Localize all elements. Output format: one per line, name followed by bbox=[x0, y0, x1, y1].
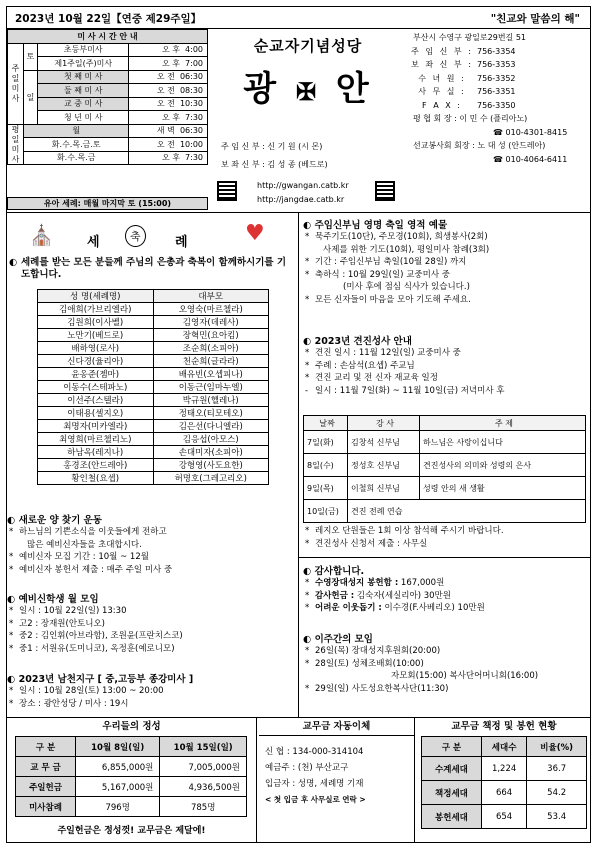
offering-footer: 주일헌금은 정성껏! 교무금은 제달에! bbox=[57, 826, 206, 836]
priest-icon: ⛪ bbox=[29, 223, 54, 247]
lecture-head: 강 사 bbox=[348, 416, 420, 431]
bullet-icon: ◐ bbox=[303, 336, 315, 347]
baptism-title-char: 축 bbox=[125, 225, 146, 247]
lecture-date: 8일(수) bbox=[304, 454, 348, 477]
pastor-line bbox=[221, 141, 322, 152]
table-row bbox=[38, 368, 269, 381]
pastor-name: 신 기 원 (시 몬) bbox=[267, 142, 323, 151]
faith-item: * 예비신자 봉헌서 제출 : 매주 주일 미사 중 bbox=[7, 564, 297, 577]
godparent-name: 강형영(사도요한) bbox=[153, 459, 269, 472]
saturday-label: 토 bbox=[24, 43, 38, 70]
bullet-icon: ◐ bbox=[303, 566, 315, 577]
thanks-item: * 수영장대성지 봉헌함 : 167,000원 bbox=[303, 577, 589, 590]
godparent-name: 조순희(소피아) bbox=[153, 342, 269, 355]
mass-ampm: 오 전 bbox=[156, 72, 175, 82]
feast-item: * 묵주기도(10단), 주모경(10회), 희생봉사(2회) bbox=[303, 231, 589, 244]
lecture-topic: 견진 전례 연습 bbox=[348, 500, 586, 523]
baptized-name: 노만기(베드로) bbox=[38, 329, 154, 342]
mass-time: 06:30 bbox=[179, 126, 203, 136]
table-row bbox=[38, 459, 269, 472]
faith-item: * 예비신자 모집 기간 : 10월 ~ 12월 bbox=[7, 551, 297, 564]
dues-box bbox=[417, 718, 591, 842]
thanks-item: * 어려운 이웃돕기 : 이수경(F.사베리오) 10만원 bbox=[303, 602, 589, 615]
confirmation-note: * 레지오 단원들은 1회 이상 참석해 주시기 바랍니다. bbox=[303, 525, 589, 538]
confirmation-section bbox=[303, 333, 589, 397]
mass-time: 7:30 bbox=[185, 112, 203, 122]
faith-item: 많은 예비신자들을 초대합시다. bbox=[27, 539, 142, 550]
baptized-name: 배하영(로사) bbox=[38, 342, 154, 355]
baptized-name: 김원희(이사벨) bbox=[38, 316, 154, 329]
header-bar bbox=[7, 7, 590, 29]
confirmation-item: - 일시 : 11월 7일(화) ~ 11월 10일(금) 저녁미사 후 bbox=[303, 385, 589, 398]
account-owner: 예금주 : (천) 부산교구 bbox=[265, 763, 349, 773]
section-title: ◐ 예비신학생 월 모임 bbox=[7, 594, 99, 605]
lecture-speaker: 정성호 신부님 bbox=[348, 454, 420, 477]
godparent-name: 정태오(티모테오) bbox=[153, 407, 269, 420]
godparent-name: 이동근(임마누엘) bbox=[153, 381, 269, 394]
mass-ampm: 오 전 bbox=[156, 139, 175, 149]
bullet-icon: ◐ bbox=[7, 594, 19, 605]
transfer-details bbox=[259, 736, 414, 808]
baptism-table-header bbox=[38, 290, 269, 303]
faith-item: * 하느님의 기쁜소식을 이웃들에게 전하고 bbox=[7, 526, 297, 539]
lecture-date: 10일(금) bbox=[304, 500, 348, 523]
mass-name: 첫 째 미 사 bbox=[38, 70, 129, 84]
mass-time: 08:30 bbox=[179, 85, 203, 95]
feast-item: (미사 후에 점심 식사가 있습니다.) bbox=[343, 282, 470, 292]
phone-icon: ☎ bbox=[493, 127, 506, 137]
president-phone: ☎ 010-4301-8415 bbox=[493, 127, 568, 137]
mass-name: 교 중 미 사 bbox=[38, 97, 129, 111]
offering-title: 우리들의 정성 bbox=[102, 721, 161, 732]
lecture-date: 7일(화) bbox=[304, 431, 348, 454]
lecture-date: 9일(목) bbox=[304, 477, 348, 500]
meeting-item: * 26일(목) 장대성지후원회(20:00) bbox=[303, 645, 589, 658]
godparent-name: 오영숙(마르첼라) bbox=[153, 303, 269, 316]
meeting-item: 자모회(15:00) 복사단어머니회(16:00) bbox=[391, 671, 539, 681]
offering-box bbox=[7, 718, 257, 842]
table-row bbox=[38, 420, 269, 433]
baptized-name: 윤옹준(젬마) bbox=[38, 368, 154, 381]
lecture-head: 주 제 bbox=[420, 416, 586, 431]
godparent-name: 김응섭(아모스) bbox=[153, 433, 269, 446]
section-title: ◐ 주임신부님 영명 축일 영적 예물 bbox=[303, 220, 448, 231]
weekday-name: 화.수.목.금.토 bbox=[24, 138, 129, 152]
day-label: 일 bbox=[24, 70, 38, 124]
section-title: ◐ 새로운 양 찾기 운동 bbox=[7, 515, 102, 526]
divider bbox=[298, 212, 299, 717]
table-row bbox=[38, 381, 269, 394]
feast-item: 사제를 위한 기도(10회), 평일미사 참례(3회) bbox=[323, 244, 490, 255]
table-row bbox=[38, 433, 269, 446]
church-subtitle: 순교자기념성당 bbox=[253, 37, 363, 55]
meetings-section bbox=[303, 631, 589, 695]
lecture-topic: 견진성사의 의미와 성령의 은사 bbox=[420, 454, 586, 477]
baptism-section bbox=[7, 219, 297, 281]
weekday-name: 화.수.목.금 bbox=[24, 151, 129, 165]
mass-time: 7:00 bbox=[185, 58, 203, 68]
lecture-speaker: 이철희 신부님 bbox=[348, 477, 420, 500]
bullet-icon: ◐ bbox=[7, 674, 19, 685]
confirmation-item: * 견진 일시 : 11월 12일(일) 교중미사 중 bbox=[303, 347, 589, 360]
confirmation-item: * 주례 : 손삼석(요셉) 주교님 bbox=[303, 360, 589, 373]
godparent-name: 손대미자(소피아) bbox=[153, 446, 269, 459]
baptized-name: 신다경(율리아) bbox=[38, 355, 154, 368]
baptized-name: 최영희(마르첼리노) bbox=[38, 433, 154, 446]
godparent-name: 김영자(데레사) bbox=[153, 316, 269, 329]
assistant-name: 김 성 종 (베드로) bbox=[267, 160, 328, 169]
baptism-head-godparent: 대부모 bbox=[153, 290, 269, 303]
mass-time: 7:30 bbox=[185, 153, 203, 163]
seminary-item: * 고2 : 장재원(안토니오) bbox=[7, 618, 297, 631]
seminary-item: * 일시 : 10월 22일(일) 13:30 bbox=[7, 605, 297, 618]
feast-section bbox=[303, 217, 589, 306]
youth-mass-section bbox=[7, 671, 297, 710]
godparent-name: 허명호(그레고리오) bbox=[153, 472, 269, 485]
mass-ampm: 오 전 bbox=[156, 99, 175, 109]
mass-ampm: 오 후 bbox=[161, 58, 180, 68]
baptized-name: 이선주(스텔라) bbox=[38, 394, 154, 407]
divider bbox=[298, 557, 591, 558]
section-title: ◐ 감사합니다. bbox=[303, 566, 365, 577]
table-row bbox=[38, 329, 269, 342]
baptized-name: 하남옥(레지나) bbox=[38, 446, 154, 459]
qr-code-icon[interactable] bbox=[375, 181, 395, 201]
bullet-icon: ◐ bbox=[9, 257, 18, 268]
baptized-name: 이태용(셀지오) bbox=[38, 407, 154, 420]
mass-title: 미 사 시 간 안 내 bbox=[8, 30, 208, 44]
bulletin-page bbox=[6, 6, 591, 843]
bullet-icon: ◐ bbox=[7, 515, 19, 526]
lecture-speaker: 김창석 신부님 bbox=[348, 431, 420, 454]
baptized-name: 홍경조(안드레아) bbox=[38, 459, 154, 472]
dues-table: 구 분 세대수 비율(%) 수계세대 1,224 36.7 책정세대 664 54.2 봉헌세대 654 53.4 bbox=[421, 736, 587, 829]
website-link[interactable]: http://gwangan.catb.kr bbox=[257, 181, 349, 190]
mass-ampm: 오 후 bbox=[161, 45, 180, 55]
heart-icon: ♥ bbox=[245, 221, 265, 246]
table-row bbox=[38, 472, 269, 485]
seminary-item: * 중1 : 서원유(도미니코), 옥정훈(예로니모) bbox=[7, 643, 297, 656]
meeting-item: * 28일(토) 성체조배회(10:00) bbox=[303, 658, 589, 671]
mass-ampm: 새 벽 bbox=[156, 126, 175, 136]
youth-item: * 장소 : 광안성당 / 미사 : 19시 bbox=[7, 698, 297, 711]
thanks-item: * 감사헌금 : 김숙자(세실리아) 30만원 bbox=[303, 590, 589, 603]
sunday-mass-label: 주일미사 bbox=[8, 43, 24, 124]
mass-schedule-table bbox=[7, 29, 208, 165]
mass-time: 4:00 bbox=[185, 45, 203, 55]
baptism-header bbox=[7, 219, 297, 257]
feast-item: * 기간 : 주임신부님 축일(10월 28일) 까지 bbox=[303, 256, 589, 269]
godparent-name: 천순희(글라라) bbox=[153, 355, 269, 368]
baptism-title-char: 례 bbox=[175, 235, 188, 250]
infant-baptism: 유아 세례: 매월 마지막 토 (15:00) bbox=[7, 197, 208, 210]
chi-rho-icon: ✠ bbox=[295, 77, 321, 106]
assistant-line bbox=[221, 159, 328, 170]
confirmation-item: * 견진 교리 및 전 신자 재교육 일정 bbox=[303, 372, 589, 385]
godparent-name: 장혁민(요아킴) bbox=[153, 329, 269, 342]
church-title-block bbox=[211, 31, 405, 211]
mass-ampm: 오 전 bbox=[156, 85, 175, 95]
mass-name: 청 년 미 사 bbox=[38, 111, 129, 125]
baptized-name: 김애희(가브리엘라) bbox=[38, 303, 154, 316]
thanks-section bbox=[303, 563, 589, 615]
confirmation-note: * 견진성사 신청서 제출 : 사무실 bbox=[303, 538, 589, 551]
weekday-mass-label: 평일미사 bbox=[8, 124, 24, 165]
baptism-title-char: 세 bbox=[87, 235, 100, 250]
assistant-label: 보 좌 신 부 : bbox=[221, 160, 265, 169]
baptized-name: 이동수(스테파노) bbox=[38, 381, 154, 394]
godparent-name: 김은선(다니엘라) bbox=[153, 420, 269, 433]
account-number: 134-000-314104 bbox=[292, 747, 364, 757]
mass-time: 06:30 bbox=[179, 72, 203, 82]
table-row bbox=[38, 407, 269, 420]
meeting-item: * 29일(일) 사도성요한복사단(11:30) bbox=[303, 683, 589, 696]
baptism-intro: ◐ 세례를 받는 모든 분들께 주님의 은총과 축복이 함께하시기를 기도합니다. bbox=[9, 257, 287, 280]
feast-item: * 축하식 : 10월 29일(일) 교중미사 중 bbox=[303, 269, 589, 282]
section-title: ◐ 이주간의 모임 bbox=[303, 634, 373, 645]
lecture-head: 날짜 bbox=[304, 416, 348, 431]
qr-code-icon[interactable] bbox=[217, 181, 237, 201]
address: 부산시 수영구 광일로29번길 51 bbox=[413, 33, 526, 42]
contact-row: F A X : 756-3350 bbox=[422, 100, 516, 110]
missionary: 선교봉사회 회장 : 노 대 성 (안드레아) bbox=[413, 141, 546, 150]
weekday-name: 월 bbox=[24, 124, 129, 138]
missionary-phone: ☎ 010-4064-6411 bbox=[493, 154, 568, 164]
bullet-icon: ◐ bbox=[303, 220, 315, 231]
offering-table: 구 분 10월 8일(일) 10월 15일(일) 교 무 금 6,855,000원 7,005,000원 주일헌금 5,167,000원 4,936,500원 미사참례 796명 785명 bbox=[15, 736, 247, 817]
mass-name: 제1주일(주)미사 bbox=[38, 57, 129, 71]
contact-row: 보 좌 신 부 : 756-3353 bbox=[411, 60, 516, 69]
lecture-topic: 성령 안의 새 생활 bbox=[420, 477, 586, 500]
contact-row: 수 녀 원 : 756-3352 bbox=[418, 73, 516, 83]
pastor-label: 주 임 신 부 : bbox=[221, 142, 265, 151]
feast-item: * 모든 신자들이 마음을 모아 기도해 주세요. bbox=[303, 294, 589, 307]
phone-icon: ☎ bbox=[493, 154, 506, 164]
youth-item: * 일시 : 10월 28일(토) 13:00 ~ 20:00 bbox=[7, 685, 297, 698]
godparent-name: 배유빈(오셉피나) bbox=[153, 368, 269, 381]
seminary-item: * 중2 : 김인휘(아브라함), 조원윤(프란치스코) bbox=[7, 630, 297, 643]
contact-info bbox=[407, 31, 589, 166]
table-row bbox=[38, 355, 269, 368]
new-sheep-section bbox=[7, 512, 297, 576]
table-row bbox=[38, 316, 269, 329]
seminary-section bbox=[7, 591, 297, 655]
account-line: 신 협 : 134-000-314104 bbox=[265, 747, 364, 757]
table-row bbox=[38, 446, 269, 459]
transfer-box bbox=[259, 718, 415, 842]
transfer-title: 교무금 자동이체 bbox=[259, 718, 414, 736]
table-row bbox=[38, 394, 269, 407]
issue-date: 2023년 10월 22일【연중 제29주일】 bbox=[15, 13, 202, 25]
lecture-table bbox=[303, 415, 586, 523]
section-title: ◐ 2023년 견진성사 안내 bbox=[303, 336, 412, 347]
section-title: ◐ 2023년 남천지구 [ 중,고등부 종강미사 ] bbox=[7, 674, 194, 685]
contact-row: 사 무 실 : 756-3351 bbox=[418, 87, 516, 96]
table-row bbox=[38, 342, 269, 355]
baptism-head-name: 성 명(세례명) bbox=[38, 290, 154, 303]
mass-name: 둘 째 미 사 bbox=[38, 84, 129, 98]
church-name-left: 광 bbox=[243, 69, 281, 109]
contact-row: 주 임 신 부 : 756-3354 bbox=[411, 46, 516, 56]
table-row bbox=[38, 303, 269, 316]
church-name bbox=[211, 61, 405, 110]
depositor-note: 입금자 : 성명, 세례명 기재 bbox=[265, 779, 364, 789]
mass-time: 10:00 bbox=[179, 139, 203, 149]
baptized-name: 황인철(요셉) bbox=[38, 472, 154, 485]
president: 평 협 회 장 : 이 민 수 (플리아노) bbox=[413, 114, 528, 123]
church-name-right: 안 bbox=[335, 69, 373, 109]
dues-title: 교무금 책정 및 봉헌 현황 bbox=[451, 721, 557, 732]
website-link[interactable]: http://jangdae.catb.kr bbox=[257, 195, 345, 204]
godparent-name: 박규원(헬레나) bbox=[153, 394, 269, 407]
mass-ampm: 오 후 bbox=[161, 153, 180, 163]
mass-ampm: 오 후 bbox=[161, 112, 180, 122]
bullet-icon: ◐ bbox=[303, 634, 315, 645]
confirmation-notes bbox=[303, 525, 589, 550]
mass-time: 10:30 bbox=[179, 99, 203, 109]
baptized-name: 최명자(미카엘라) bbox=[38, 420, 154, 433]
mass-name: 초등부미사 bbox=[38, 43, 129, 57]
lecture-topic: 하느님은 사랑이십니다 bbox=[420, 431, 586, 454]
contact-note: < 첫 입금 후 사무실로 연락 > bbox=[265, 795, 366, 804]
motto: "친교와 말씀의 해" bbox=[490, 13, 580, 25]
baptism-table bbox=[37, 289, 269, 485]
